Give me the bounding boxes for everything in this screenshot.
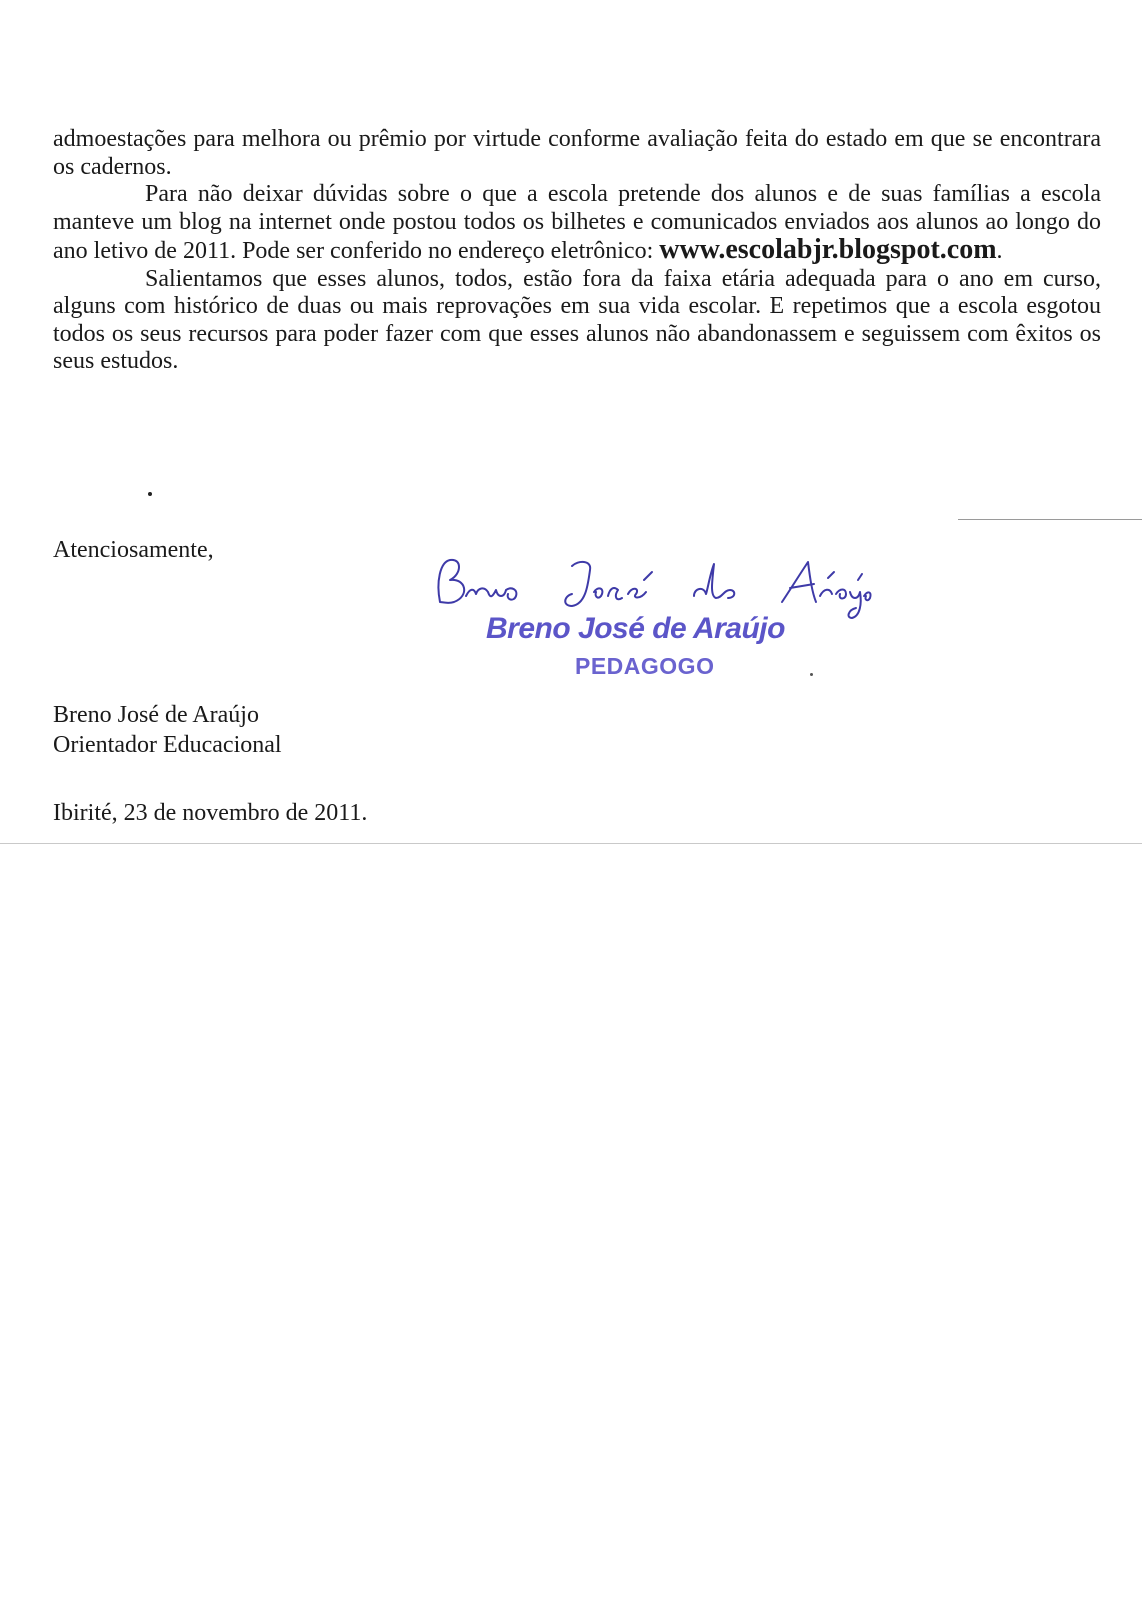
stray-mark	[810, 673, 813, 676]
paragraph-blog	[53, 181, 1101, 266]
blog-url: www.escolabjr.blogspot.com	[659, 234, 997, 265]
stamp-name: Breno José de Araújo	[486, 612, 785, 645]
closing-salutation: Atenciosamente,	[53, 537, 214, 563]
signer-name: Breno José de Araújo	[53, 702, 259, 728]
page-fold-line	[0, 843, 1142, 844]
letter-body	[53, 126, 1101, 376]
signer-role: Orientador Educacional	[53, 732, 282, 758]
paragraph-blog-text: Para não deixar dúvidas sobre o que a escola pretende dos alunos e de suas famílias a escola manteve um blog na internet onde postou todos os bilhetes e comunicados enviados aos alunos ao longo do ano letivo de 2011. Pode ser conferido no endereço eletrônico:	[53, 181, 1101, 264]
signer-block	[53, 700, 282, 760]
paragraph-blog-end: .	[996, 238, 1003, 264]
stamp-title: PEDAGOGO	[575, 653, 715, 679]
paragraph-continuation: admoestações para melhora ou prêmio por virtude conforme avaliação feita do estado em que se encontrara os cadernos.	[53, 126, 1101, 180]
scan-edge-line	[958, 519, 1142, 520]
stray-mark	[148, 492, 152, 496]
paragraph-students: Salientamos que esses alunos, todos, estão fora da faixa etária adequada para o ano em curso, alguns com histórico de duas ou mais reprovações em sua vida escolar. E repetimos que a escola esgotou todos os seus recursos para poder fazer com que esses alunos não abandonassem e seguissem com êxitos os seus estudos.	[53, 265, 1101, 374]
place-date: Ibirité, 23 de novembro de 2011.	[53, 800, 368, 826]
